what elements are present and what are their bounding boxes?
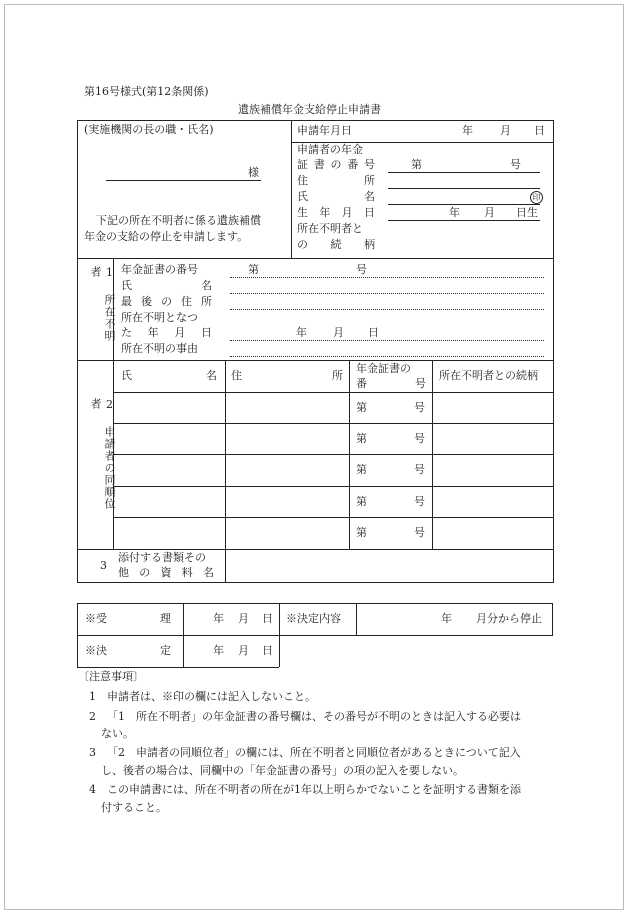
applicant-name-label: 氏 名: [297, 190, 375, 203]
attach-number: 3: [100, 559, 107, 572]
priority-row-3-go: 号: [414, 495, 425, 508]
applicant-cert-label-1: 申請者の年金: [297, 143, 363, 156]
notes-heading: 〔注意事項〕: [78, 670, 144, 683]
stop-text: 月分から停止: [476, 612, 542, 625]
office-left: [77, 603, 78, 667]
attach-label-2: 他 の 資 料 名: [118, 566, 214, 579]
date-label: 申請年月日: [297, 124, 352, 137]
receipt-nen: 年: [213, 612, 224, 625]
priority-row-2-go: 号: [414, 463, 425, 476]
missing-date-hi: 日: [368, 326, 379, 339]
applicant-cert-label-2: 証 書 の 番 号: [297, 158, 375, 171]
applicant-birth-nen: 年: [449, 206, 460, 219]
attach-label-1: 添付する書類その: [118, 551, 206, 564]
form-title: 遺族補償年金支給停止申請書: [238, 103, 381, 116]
applicant-birth-hi: 日生: [516, 206, 538, 219]
missing-pension-go: 号: [356, 263, 367, 276]
top-divider: [291, 120, 292, 258]
note-4-line-1: この申請書には、所在不明者の所在が1年以上明らかでないことを証明する書類を添: [107, 783, 521, 796]
note-2-line-1: 「1 所在不明者」の年金証書の番号欄は、その番号が不明のときは記入する必要は: [107, 710, 521, 723]
priority-header-address: 住 所: [231, 369, 343, 382]
priority-row-line-3: [113, 486, 554, 487]
addressee-underline: [106, 180, 261, 181]
decision-tsuki: 月: [238, 644, 249, 657]
missing-pension-line: [230, 277, 544, 278]
office-col-1: [183, 603, 184, 667]
note-1-num: 1: [89, 690, 96, 703]
note-3-num: 3: [89, 746, 96, 759]
form-number: 第16号様式(第12条関係): [84, 85, 209, 98]
applicant-cert-dai: 第: [411, 158, 422, 171]
applicant-cert-line: [388, 172, 540, 173]
frame-left: [77, 120, 78, 582]
decision-nen: 年: [213, 644, 224, 657]
missing-date-label-2: た 年 月 日: [121, 326, 212, 339]
priority-row-line-1: [113, 423, 554, 424]
office-bottom: [77, 667, 279, 668]
priority-header-pension-2: 番 号: [356, 377, 426, 390]
section2-top: [77, 360, 554, 361]
priority-row-4-go: 号: [414, 526, 425, 539]
priority-header-pension-1: 年金証書の: [356, 362, 411, 375]
priority-row-0-go: 号: [414, 401, 425, 414]
missing-name-line: [230, 293, 544, 294]
applicant-birth-label: 生 年 月 日: [297, 206, 375, 219]
section1-top: [77, 258, 554, 259]
applicant-birth-tsuki: 月: [484, 206, 495, 219]
office-mid: [77, 635, 553, 636]
seal-mark: 印: [530, 191, 543, 204]
missing-reason-label: 所在不明の事由: [121, 342, 198, 355]
applicant-address-line: [388, 188, 540, 189]
date-tsuki: 月: [500, 124, 511, 137]
addressee-sama: 様: [248, 166, 259, 179]
missing-reason-line: [230, 356, 544, 357]
priority-row-line-0: [113, 392, 554, 393]
applicant-name-line: [388, 204, 540, 205]
office-right: [552, 603, 553, 635]
priority-row-line-4: [113, 517, 554, 518]
priority-row-line-2: [113, 454, 554, 455]
priority-row-3-dai: 第: [356, 495, 367, 508]
receipt-tsuki: 月: [238, 612, 249, 625]
request-text-1: 下記の所在不明者に係る遺族補償: [96, 214, 261, 227]
addressee-label: (実施機関の長の職・氏名): [84, 123, 214, 136]
office-col-2: [279, 603, 280, 667]
office-col-3: [356, 603, 357, 635]
note-2-line-2: ない。: [101, 727, 134, 740]
applicant-cert-go: 号: [510, 158, 521, 171]
attach-divider: [225, 549, 226, 582]
missing-pension-dai: 第: [248, 263, 259, 276]
missing-last-address-label: 最 後 の 住 所: [121, 295, 212, 308]
decision-hi: 日: [262, 644, 273, 657]
note-2-num: 2: [89, 710, 96, 723]
missing-last-address-line: [230, 309, 544, 310]
decision-content-label: ※決定内容: [286, 612, 341, 625]
missing-pension-label: 年金証書の番号: [121, 263, 198, 276]
missing-date-nen: 年: [296, 326, 307, 339]
frame-bottom: [77, 582, 554, 583]
applicant-rel-label-1: 所在不明者と: [297, 222, 363, 235]
missing-name-label: 氏 名: [121, 279, 212, 292]
note-3-line-1: 「2 申請者の同順位者」の欄には、所在不明者と同順位者があるときについて記入: [107, 746, 521, 759]
priority-row-4-dai: 第: [356, 526, 367, 539]
priority-row-2-dai: 第: [356, 463, 367, 476]
date-nen: 年: [462, 124, 473, 137]
note-3-line-2: し、後者の場合は、同欄中の「年金証書の番号」の項の記入を要しない。: [101, 764, 464, 777]
priority-row-0-dai: 第: [356, 401, 367, 414]
section3-top: [77, 549, 554, 550]
date-hi: 日: [534, 124, 545, 137]
missing-date-line: [230, 340, 544, 341]
priority-header-relation: 所在不明者との続柄: [439, 369, 538, 382]
note-4-num: 4: [89, 783, 96, 796]
frame-right: [553, 120, 554, 582]
stop-nen: 年: [441, 612, 452, 625]
request-text-2: 年金の支給の停止を申請します。: [84, 230, 249, 243]
applicant-address-label: 住 所: [297, 174, 375, 187]
priority-row-1-go: 号: [414, 432, 425, 445]
section1-title: 1 所在不明者: [89, 266, 116, 342]
note-4-line-2: 付すること。: [101, 801, 167, 814]
missing-date-label-1: 所在不明となつ: [121, 311, 198, 324]
section2-title: 2 申請者の同順位者: [89, 398, 116, 510]
office-top: [77, 603, 553, 604]
missing-date-tsuki: 月: [333, 326, 344, 339]
receipt-hi: 日: [262, 612, 273, 625]
note-1-line-1: 申請者は、※印の欄には記入しないこと。: [107, 690, 316, 703]
applicant-rel-label-2: の 続 柄: [297, 238, 375, 251]
applicant-birth-line: [388, 220, 540, 221]
decision-label: ※決 定: [85, 644, 171, 657]
frame-top: [77, 120, 554, 121]
receipt-label: ※受 理: [85, 612, 171, 625]
priority-row-1-dai: 第: [356, 432, 367, 445]
priority-header-name: 氏 名: [121, 369, 217, 382]
